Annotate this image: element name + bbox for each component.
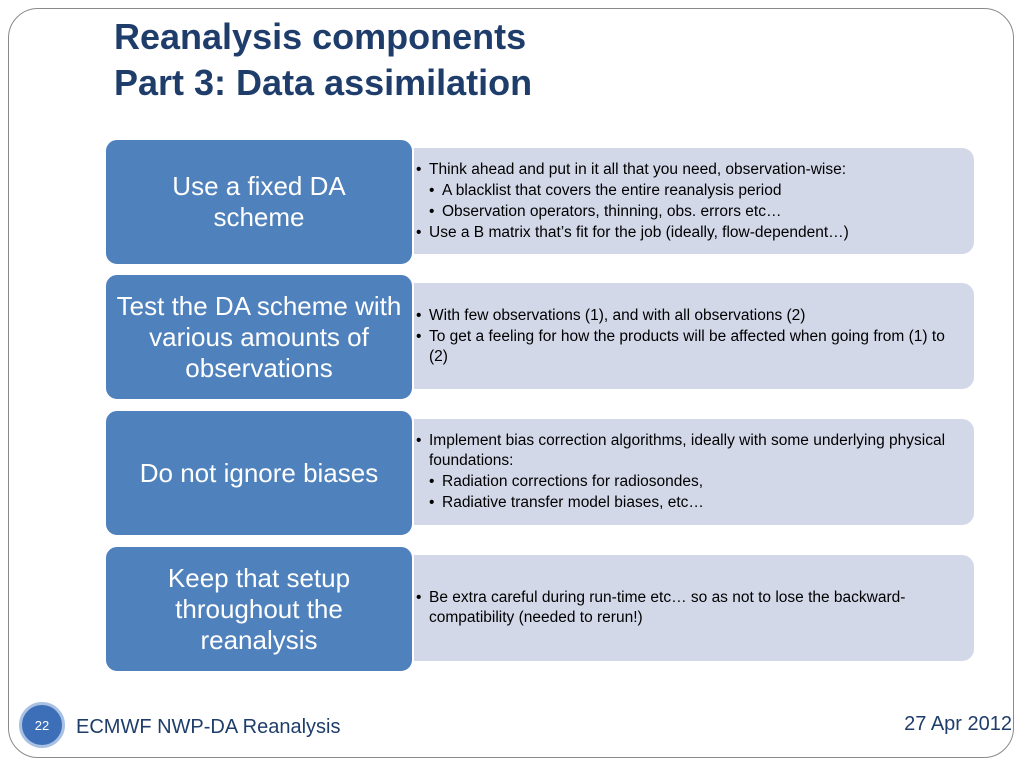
component-row-keep-setup	[104, 545, 974, 673]
label-box	[104, 409, 414, 537]
label-text: Use a fixed DA scheme	[172, 171, 346, 232]
label-text: Keep that setup throughout the reanalysis	[167, 562, 351, 655]
sub-bullet-item: • Radiation corrections for radiosondes,	[429, 472, 962, 492]
sub-bullet-item: • Radiative transfer model biases, etc…	[429, 493, 962, 513]
label-text: Do not ignore biases	[139, 457, 379, 488]
label-text: Test the DA scheme with various amounts of observations	[116, 290, 402, 383]
component-row-biases	[104, 409, 974, 537]
page-number-badge	[19, 702, 65, 748]
sub-bullet-item: • A blacklist that covers the entire reanalysis period	[429, 181, 962, 201]
label-box	[104, 273, 414, 401]
slide-title	[114, 14, 532, 106]
component-row-fixed-da	[104, 138, 974, 266]
sub-bullet-item: • Observation operators, thinning, obs. errors etc…	[429, 202, 962, 222]
bullet-list	[416, 159, 962, 244]
details-box	[394, 555, 974, 661]
bullet-item: • Be extra careful during run-time etc… so as not to lose the backward-compatibility (needed to rerun!)	[416, 588, 962, 628]
label-box	[104, 545, 414, 673]
page-number: 22	[34, 717, 50, 733]
bullet-item: • Think ahead and put in it all that you need, observation-wise:	[416, 160, 962, 180]
bullet-item: • Use a B matrix that’s fit for the job (ideally, flow-dependent…)	[416, 223, 962, 243]
bullet-list	[416, 305, 962, 368]
bullet-item: • With few observations (1), and with all observations (2)	[416, 306, 962, 326]
slide-title-line-2: Part 3: Data assimilation	[114, 62, 533, 103]
details-box	[394, 148, 974, 254]
bullet-list	[416, 587, 962, 629]
bullet-list	[416, 430, 962, 514]
details-box	[394, 419, 974, 525]
footer-date: 27 Apr 2012	[904, 713, 1012, 735]
slide-title-line-1: Reanalysis components	[114, 16, 527, 57]
footer-title: ECMWF NWP-DA Reanalysis	[76, 716, 341, 738]
bullet-item: • To get a feeling for how the products will be affected when going from (1) to (2)	[416, 327, 962, 367]
bullet-item: • Implement bias correction algorithms, ideally with some underlying physical foundations:	[416, 431, 962, 471]
label-box	[104, 138, 414, 266]
component-row-test-da	[104, 273, 974, 401]
details-box	[394, 283, 974, 389]
